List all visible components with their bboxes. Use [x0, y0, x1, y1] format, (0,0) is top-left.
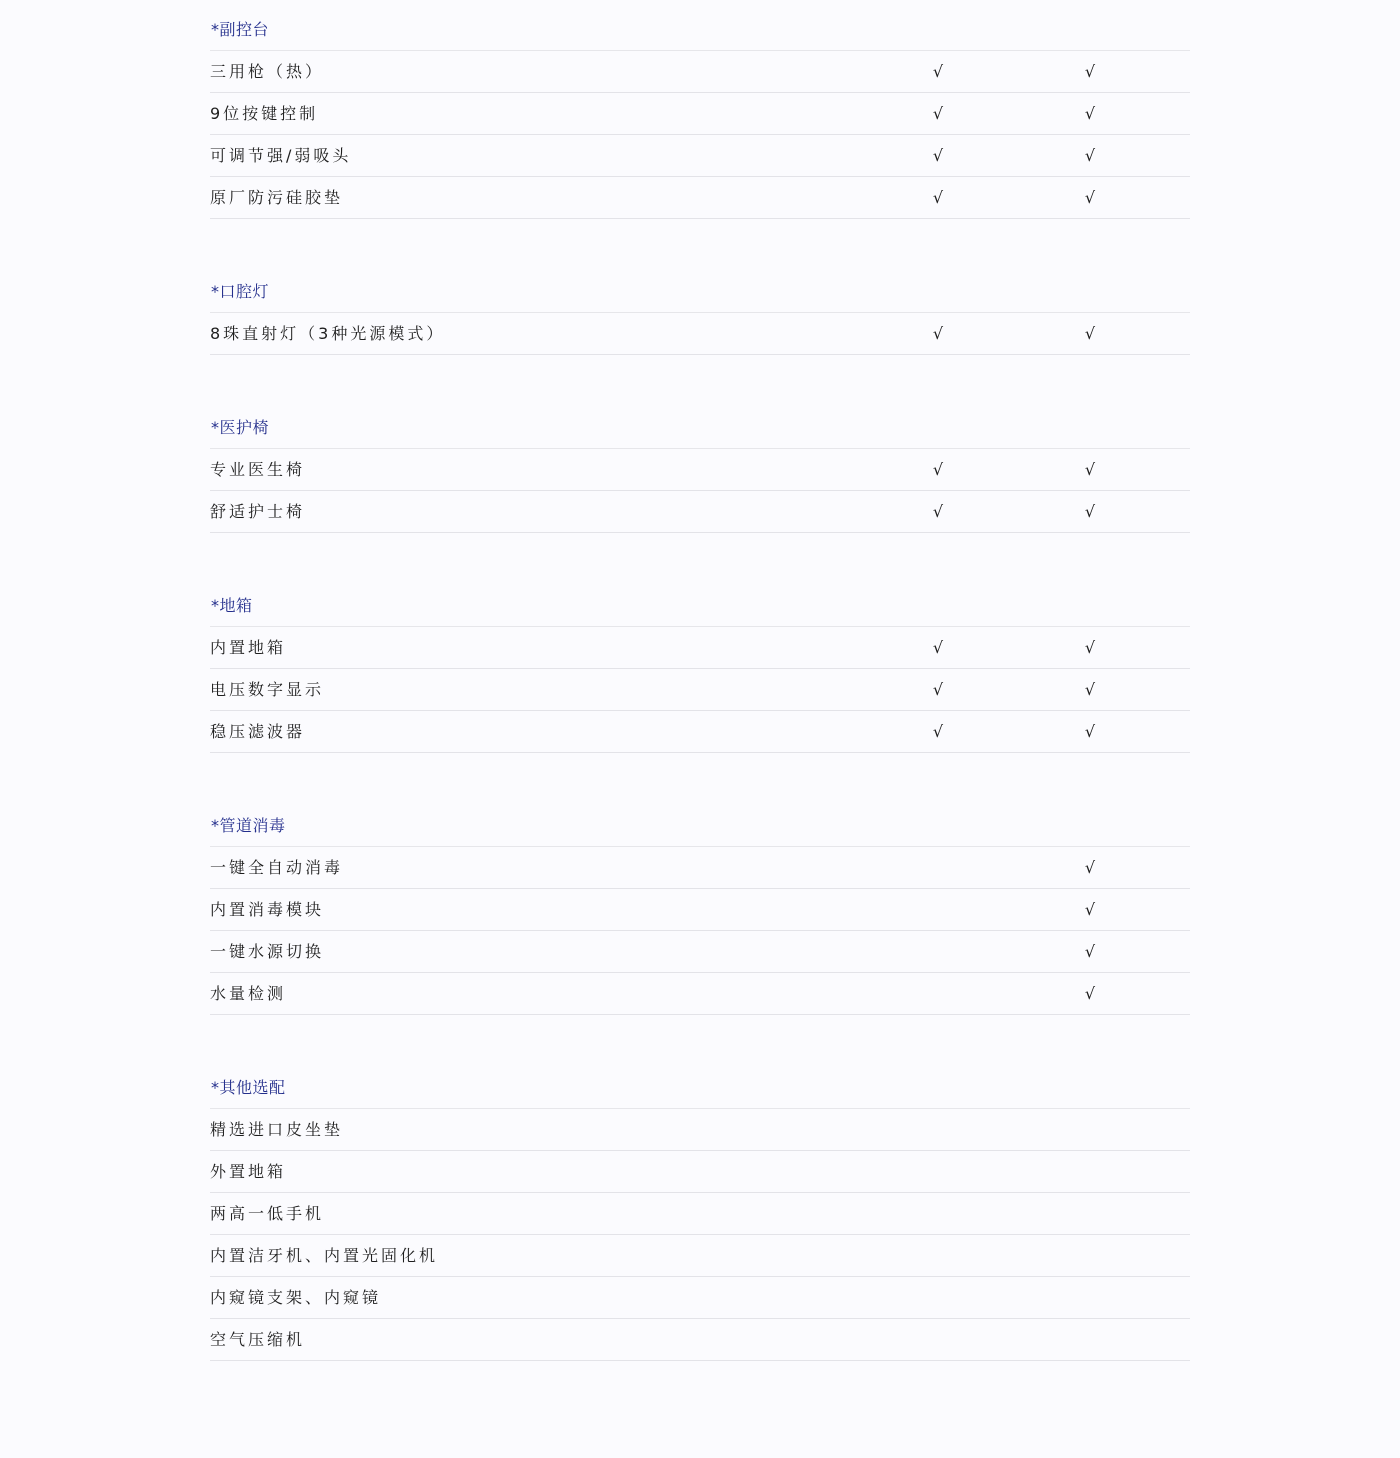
- row-label: 原厂防污硅胶垫: [210, 188, 344, 207]
- check-mark-col2: √: [1084, 722, 1096, 741]
- section-title: *医护椅: [210, 406, 1190, 449]
- check-mark-col2: √: [1084, 502, 1096, 521]
- table-row: [210, 93, 1190, 135]
- check-mark-col1: √: [932, 104, 944, 123]
- section-sub-console: [210, 8, 1190, 219]
- check-mark-col1: √: [932, 62, 944, 81]
- table-row: [210, 1151, 1190, 1193]
- check-mark-col2: [1080, 1235, 1100, 1276]
- check-mark-col1: √: [932, 324, 944, 343]
- section-title: *其他选配: [210, 1066, 1190, 1109]
- table-row: [210, 449, 1190, 491]
- check-mark-col2: √: [1084, 324, 1096, 343]
- row-label: 一键水源切换: [210, 942, 325, 961]
- row-label: 三用枪（热）: [210, 62, 325, 81]
- check-mark-col1: [928, 1319, 948, 1360]
- table-row: [210, 973, 1190, 1015]
- section-title: *地箱: [210, 584, 1190, 627]
- row-label: 专业医生椅: [210, 460, 306, 479]
- section-floor-box: [210, 584, 1190, 753]
- check-mark-col2: √: [1084, 858, 1096, 877]
- check-mark-col2: √: [1084, 188, 1096, 207]
- check-mark-col2: [1080, 1319, 1100, 1360]
- check-mark-col1: √: [932, 146, 944, 165]
- row-label: 电压数字显示: [210, 680, 325, 699]
- check-mark-col2: [1080, 1193, 1100, 1234]
- check-mark-col1: √: [932, 460, 944, 479]
- row-label: 9位按键控制: [210, 104, 319, 123]
- row-label: 外置地箱: [210, 1162, 287, 1181]
- row-label: 内置地箱: [210, 638, 287, 657]
- check-mark-col2: √: [1084, 104, 1096, 123]
- spec-comparison-table: [210, 8, 1190, 1361]
- check-mark-col1: √: [932, 502, 944, 521]
- check-mark-col1: [928, 847, 948, 888]
- table-row: [210, 889, 1190, 931]
- check-mark-col2: [1080, 1109, 1100, 1150]
- row-label: 精选进口皮坐垫: [210, 1120, 344, 1139]
- section-title: *副控台: [210, 8, 1190, 51]
- check-mark-col1: [928, 973, 948, 1014]
- table-row: [210, 669, 1190, 711]
- check-mark-col1: [928, 889, 948, 930]
- table-row: [210, 1193, 1190, 1235]
- check-mark-col2: √: [1084, 900, 1096, 919]
- check-mark-col1: √: [932, 680, 944, 699]
- row-label: 舒适护士椅: [210, 502, 306, 521]
- check-mark-col2: √: [1084, 680, 1096, 699]
- check-mark-col2: √: [1084, 460, 1096, 479]
- table-row: [210, 313, 1190, 355]
- row-label: 内置消毒模块: [210, 900, 325, 919]
- table-row: [210, 491, 1190, 533]
- section-other-options: [210, 1066, 1190, 1361]
- check-mark-col1: [928, 1235, 948, 1276]
- table-row: [210, 931, 1190, 973]
- section-title: *口腔灯: [210, 270, 1190, 313]
- check-mark-col2: [1080, 1151, 1100, 1192]
- table-row: [210, 1109, 1190, 1151]
- check-mark-col1: [928, 1277, 948, 1318]
- check-mark-col1: [928, 1193, 948, 1234]
- table-row: [210, 1319, 1190, 1361]
- table-row: [210, 847, 1190, 889]
- section-medical-chairs: [210, 406, 1190, 533]
- row-label: 水量检测: [210, 984, 287, 1003]
- table-row: [210, 51, 1190, 93]
- check-mark-col1: [928, 931, 948, 972]
- section-title: *管道消毒: [210, 804, 1190, 847]
- row-label: 稳压滤波器: [210, 722, 306, 741]
- table-row: [210, 711, 1190, 753]
- table-row: [210, 177, 1190, 219]
- table-row: [210, 1277, 1190, 1319]
- table-row: [210, 627, 1190, 669]
- row-label: 两高一低手机: [210, 1204, 325, 1223]
- row-label: 8珠直射灯（3种光源模式）: [210, 324, 446, 343]
- row-label: 内置洁牙机、内置光固化机: [210, 1246, 439, 1265]
- check-mark-col1: √: [932, 722, 944, 741]
- check-mark-col2: √: [1084, 942, 1096, 961]
- check-mark-col2: [1080, 1277, 1100, 1318]
- row-label: 可调节强/弱吸头: [210, 146, 352, 165]
- check-mark-col1: [928, 1151, 948, 1192]
- table-row: [210, 135, 1190, 177]
- check-mark-col1: [928, 1109, 948, 1150]
- check-mark-col2: √: [1084, 638, 1096, 657]
- row-label: 空气压缩机: [210, 1330, 306, 1349]
- check-mark-col2: √: [1084, 62, 1096, 81]
- check-mark-col1: √: [932, 638, 944, 657]
- table-row: [210, 1235, 1190, 1277]
- section-pipe-disinfection: [210, 804, 1190, 1015]
- section-oral-light: [210, 270, 1190, 355]
- check-mark-col2: √: [1084, 146, 1096, 165]
- row-label: 内窥镜支架、内窥镜: [210, 1288, 382, 1307]
- row-label: 一键全自动消毒: [210, 858, 344, 877]
- check-mark-col2: √: [1084, 984, 1096, 1003]
- check-mark-col1: √: [932, 188, 944, 207]
